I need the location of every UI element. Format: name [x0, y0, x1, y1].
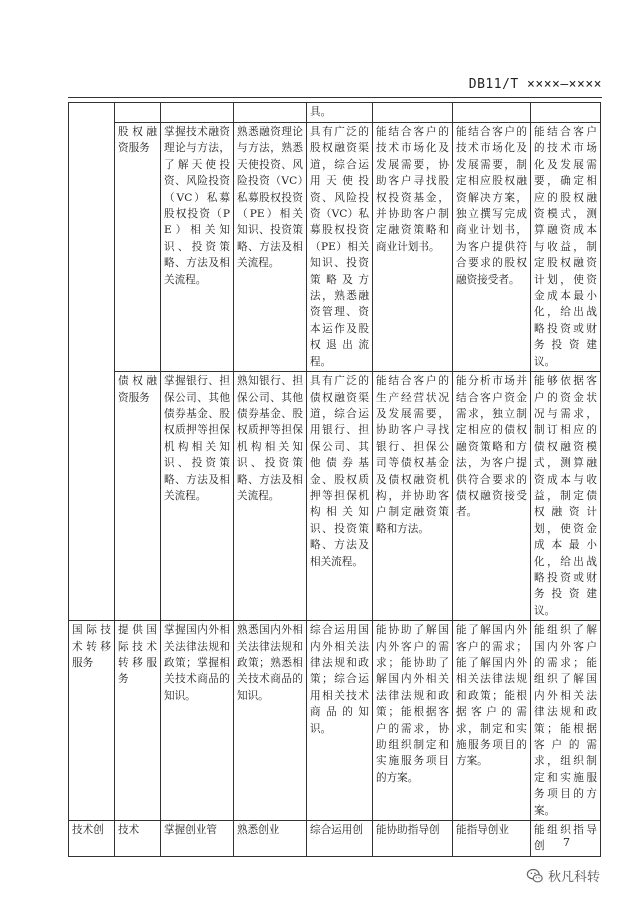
table-cell: 能协助指导创 — [373, 821, 453, 857]
table-row — [69, 123, 601, 372]
category-cell: 技术 — [115, 821, 161, 857]
table-cell: 熟悉创业 — [234, 821, 307, 857]
table-cell — [453, 103, 531, 123]
page-number: 7 — [563, 836, 570, 849]
category-cell: 提供国际技术转移服务 — [115, 621, 161, 821]
section-cell: 国际技术转移服务 — [69, 621, 115, 821]
document-code: DB11/T ××××—×××× — [468, 77, 602, 92]
table-row — [69, 821, 601, 857]
table-cell: 能了解国内外客户的需求；能了解国内外相关法律法规和政策；能根据客户的需求，制定和实施服务项目的方案。 — [453, 621, 531, 821]
table-row — [69, 103, 601, 123]
table-cell: 综合运用创 — [307, 821, 373, 857]
table-cell: 掌握创业管 — [161, 821, 234, 857]
table-cell: 能够依据客户的资金状况与需求，制订相应的债权融资模式，测算融资成本与收益，制定债权融资计划，使资金成本最小化，给出战略投资或财务投资建议。 — [531, 372, 601, 621]
section-cell — [69, 103, 115, 621]
category-cell — [115, 103, 161, 123]
table-cell: 具有广泛的股权融资渠道，综合运用天使投资、风险投资（VC）私募股权投资（PE）相关知识、投资策略及方法，熟悉融资管理、资本运作及股权退出流程。 — [307, 123, 373, 372]
wechat-icon — [526, 867, 544, 885]
table-cell — [234, 103, 307, 123]
header-rule — [68, 97, 602, 98]
table-cell: 具有广泛的债权融资渠道，综合运用银行、担保公司、其他债券基金、股权质押等担保机构相关知识、投资策略、方法及相关流程。 — [307, 372, 373, 621]
table-cell — [373, 103, 453, 123]
table-cell: 掌握国内外相关法律法规和政策；掌握相关技术商品的知识。 — [161, 621, 234, 821]
table-cell: 能结合客户的技术市场化及发展需要，制定相应股权融资解决方案，独立撰写完成商业计划书，为客户提供符合要求的股权融资接受者。 — [453, 123, 531, 372]
table-cell: 熟悉融资理论与方法，熟悉天使投资、风险投资（VC）私募股权投资（PE）相关知识、投资策略、方法及相关流程。 — [234, 123, 307, 372]
table-cell: 熟悉国内外相关法律法规和政策；熟悉相关技术商品的知识。 — [234, 621, 307, 821]
table-cell: 能组织指导创 — [531, 821, 601, 857]
table-cell: 掌握银行、担保公司、其他债券基金、股权质押等担保机构相关知识、投资策略、方法及相关流程。 — [161, 372, 234, 621]
category-cell: 债权融资服务 — [115, 372, 161, 621]
watermark — [526, 866, 600, 885]
category-cell: 股权融资服务 — [115, 123, 161, 372]
table-cell: 能分析市场并结合客户资金需求，独立制定相应的债权融资策略和方法，为客户提供符合要求的债权融资接受者。 — [453, 372, 531, 621]
table-cell: 能结合客户的生产经营状况及发展需要，协助客户寻找银行、担保公司等债权基金及债权融资机构，并协助客户制定融资策略和方法。 — [373, 372, 453, 621]
table-cell: 综合运用国内外相关法律法规和政策；综合运用相关技术商品的知识。 — [307, 621, 373, 821]
table-cell: 能指导创业 — [453, 821, 531, 857]
table-cell: 具。 — [307, 103, 373, 123]
table-cell — [161, 103, 234, 123]
standard-table — [68, 102, 601, 857]
table-cell: 能结合客户的技术市场化及发展需要，确定相应的股权融资模式，测算融资成本与收益，制定股权融资计划，使资金成本最小化，给出战略投资或财务投资建议。 — [531, 123, 601, 372]
table-cell: 熟知银行、担保公司、其他债券基金、股权质押等担保机构相关知识、投资策略、方法及相关流程。 — [234, 372, 307, 621]
section-cell: 技术创 — [69, 821, 115, 857]
table-cell: 掌握技术融资理论与方法，了解天使投资、风险投资（VC）私募股权投资（PE）相关知识、投资策略、方法及相关流程。 — [161, 123, 234, 372]
table-cell — [531, 103, 601, 123]
table-row — [69, 621, 601, 821]
watermark-text: 秋凡科转 — [548, 870, 601, 885]
table-cell: 能组织了解国内外客户的需求；能组织了解国内外相关法律法规和政策；能根据客户的需求，组织制定和实施服务项目的方案。 — [531, 621, 601, 821]
table-cell: 能结合客户的技术市场化及发展需要，协助客户寻找股权投资基金，并协助客户制定融资策略和商业计划书。 — [373, 123, 453, 372]
table-cell: 能协助了解国内外客户的需求；能协助了解国内外相关法律法规和政策；能根据客户的需求，协助组织制定和实施服务项目的方案。 — [373, 621, 453, 821]
table-row — [69, 372, 601, 621]
